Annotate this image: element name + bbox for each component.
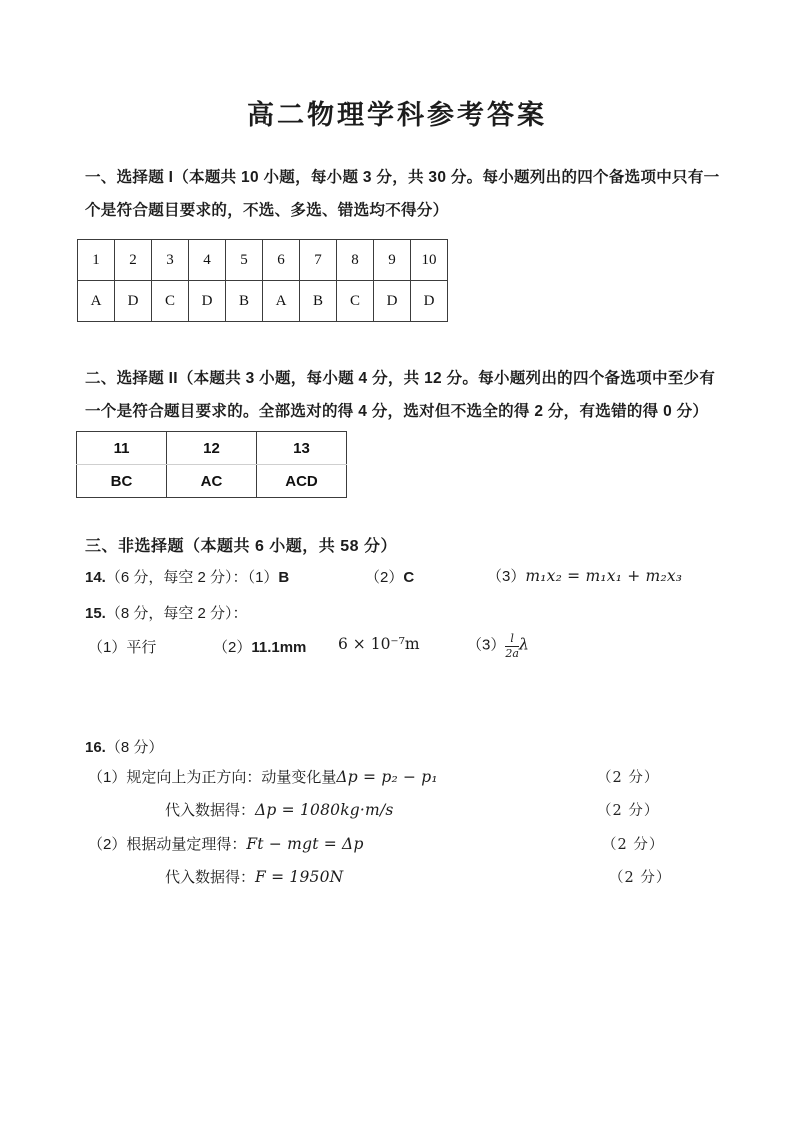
q14-line	[85, 566, 289, 587]
q14-label: （6 分，每空 2 分）：	[105, 569, 248, 586]
q15-part1-answer: 平行	[126, 639, 157, 656]
q16-line3	[88, 833, 364, 854]
q15-part3-coefficient: λ	[518, 634, 530, 654]
q16-line2-text: 代入数据得：	[165, 802, 256, 819]
table-cell: 12	[167, 432, 257, 465]
q14-number: 14.	[85, 569, 106, 586]
q15-part3	[467, 633, 529, 659]
section1-heading: 一、选择题 I（本题共 10 小题，每小题 3 分，共 30 分。每小题列出的四个备选项中只有一个是符合题目要求的，不选、多选、错选均不得分）	[85, 169, 720, 219]
q15-part2-answer: 11.1mm	[251, 639, 307, 656]
q14-part2-answer: C	[403, 569, 415, 586]
table-cell: ACD	[257, 465, 347, 498]
table-cell: 3	[152, 240, 189, 281]
table-cell: D	[374, 281, 411, 322]
table-cell: 11	[77, 432, 167, 465]
table-cell: 13	[257, 432, 347, 465]
q15-part1	[88, 636, 156, 657]
q16-line1	[88, 766, 438, 787]
table-cell: 1	[78, 240, 115, 281]
answer-table-2	[76, 431, 347, 498]
q15-part2-extra-value: 6 × 10⁻⁷m	[338, 635, 420, 653]
table-cell: BC	[77, 465, 167, 498]
fraction-numerator: l	[505, 633, 519, 647]
table-cell: A	[263, 281, 300, 322]
table-cell: D	[411, 281, 448, 322]
q15-part2-extra	[338, 635, 420, 653]
table-row-question-numbers	[77, 432, 347, 465]
q15-label: （8 分，每空 2 分）：	[105, 605, 248, 622]
fraction-denominator: 2a	[505, 646, 519, 660]
table-cell: 10	[411, 240, 448, 281]
table-cell: 2	[115, 240, 152, 281]
q15-part2	[213, 636, 306, 657]
section2-heading: 二、选择题 II（本题共 3 小题，每小题 4 分，共 12 分。每小题列出的四个备选项中至少有一个是符合题目要求的。全部选对的得 4 分，选对但不选全的得 2 分，有选错的得 0 分）	[85, 370, 716, 420]
q16-line1-score: （2 分）	[597, 770, 660, 786]
table-cell: 5	[226, 240, 263, 281]
q16-line2-formula: Δp = 1080kg·m/s	[255, 801, 394, 819]
table-cell: 9	[374, 240, 411, 281]
answer-table-1	[77, 239, 448, 322]
q14-part3	[487, 565, 682, 586]
table-cell: 6	[263, 240, 300, 281]
q16-line4-score: （2 分）	[609, 870, 672, 886]
q14-part2-prefix: （2）	[365, 569, 404, 586]
table-cell: C	[152, 281, 189, 322]
q14-part1-prefix: （1）	[247, 569, 279, 586]
fraction	[505, 633, 519, 659]
q16-number: 16.	[85, 739, 106, 756]
table-cell: 7	[300, 240, 337, 281]
section3-heading: 三、非选择题（本题共 6 小题，共 58 分）	[85, 538, 397, 555]
q15-part1-prefix: （1）	[88, 639, 127, 656]
q14-part2	[365, 566, 414, 587]
table-row-answers	[78, 281, 448, 322]
table-cell: B	[300, 281, 337, 322]
table-cell: D	[189, 281, 226, 322]
q15-part3-prefix: （3）	[467, 636, 506, 654]
table-cell: D	[115, 281, 152, 322]
q14-part3-formula: m₁x₂ = m₁x₁ + m₂x₃	[525, 567, 683, 585]
q16-line3-formula: Ft − mgt = Δp	[246, 835, 364, 853]
q16-line4-text: 代入数据得：	[165, 869, 256, 886]
q15-number: 15.	[85, 605, 106, 622]
table-row-answers	[77, 465, 347, 498]
table-cell: AC	[167, 465, 257, 498]
q15-label-line	[85, 602, 248, 623]
q16-line2-score: （2 分）	[597, 803, 660, 819]
table-cell: 4	[189, 240, 226, 281]
q16-line4	[165, 866, 343, 887]
q16-label-line	[85, 736, 163, 757]
q14-part3-prefix: （3）	[487, 568, 526, 585]
q16-line1-text: （1）规定向上为正方向：动量变化量	[88, 769, 337, 786]
table-row-question-numbers	[78, 240, 448, 281]
table-cell: A	[78, 281, 115, 322]
q16-line2	[165, 799, 394, 820]
table-cell: C	[337, 281, 374, 322]
q14-part1-answer: B	[278, 569, 290, 586]
q16-label: （8 分）	[105, 739, 164, 756]
q16-line4-formula: F = 1950N	[255, 868, 344, 886]
table-cell: 8	[337, 240, 374, 281]
page-title: 高二物理学科参考答案	[247, 100, 547, 130]
q16-line1-formula: Δp = p₂ − p₁	[336, 768, 438, 786]
q16-line3-text: （2）根据动量定理得：	[88, 836, 247, 853]
table-cell: B	[226, 281, 263, 322]
q15-part2-prefix: （2）	[213, 639, 252, 656]
q16-line3-score: （2 分）	[602, 837, 665, 853]
